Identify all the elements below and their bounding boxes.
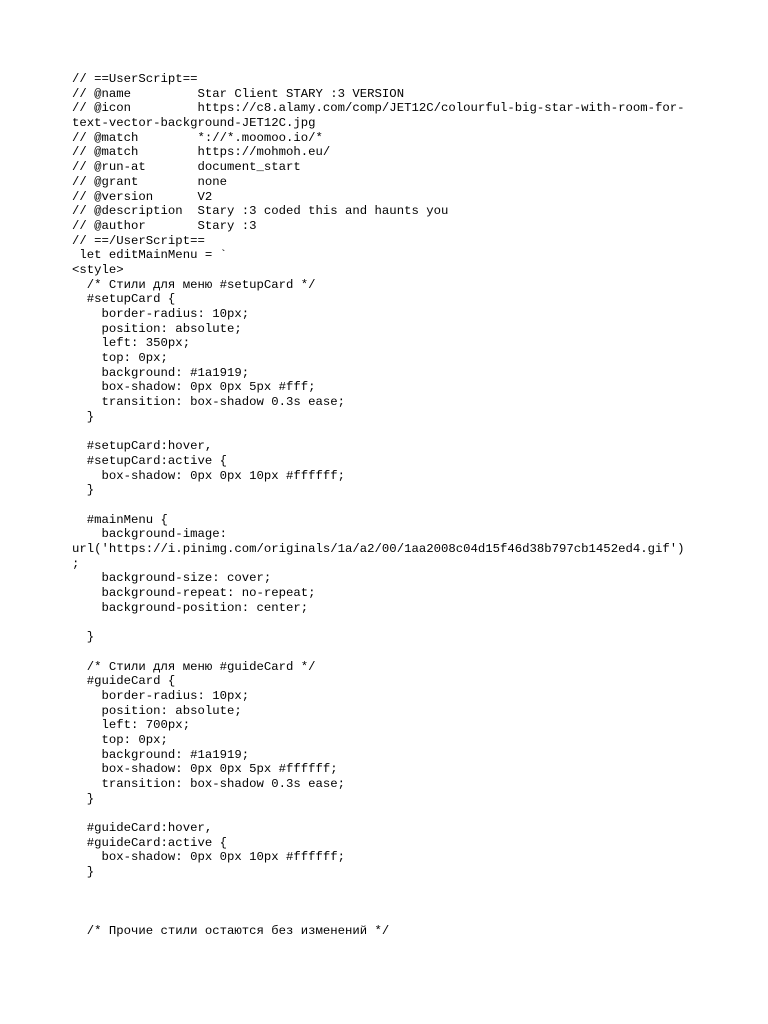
code-line: [72, 615, 712, 630]
code-line: #setupCard {: [72, 292, 176, 307]
code-line: #guideCard:active {: [72, 835, 227, 850]
code-line: }: [72, 865, 95, 880]
code-line: [72, 498, 712, 513]
code-line: // @run-at document_start: [72, 160, 301, 175]
code-line: ;: [72, 556, 80, 571]
code-line: #setupCard:hover,: [72, 439, 213, 454]
code-line: }: [72, 483, 95, 498]
code-line: [72, 895, 712, 910]
code-line: box-shadow: 0px 0px 5px #fff;: [72, 380, 316, 395]
code-line: background-position: center;: [72, 600, 309, 615]
code-line: <style>: [72, 262, 124, 277]
code-line: top: 0px;: [72, 732, 168, 747]
code-line: [72, 645, 712, 660]
code-line: [72, 425, 712, 440]
code-line: position: absolute;: [72, 703, 242, 718]
code-line: // @name Star Client STARY :3 VERSION: [72, 86, 405, 101]
code-line: border-radius: 10px;: [72, 688, 250, 703]
code-line: #mainMenu {: [72, 512, 168, 527]
code-line: left: 700px;: [72, 718, 191, 733]
code-line: url('https://i.pinimg.com/originals/1a/a2/00/1aa2008c04d15f46d38b797cb1452ed4.gif'): [72, 542, 685, 556]
code-line: position: absolute;: [72, 321, 242, 336]
code-line: /* Стили для меню #guideCard */: [72, 659, 316, 674]
code-line: // @author Stary :3: [72, 218, 257, 233]
code-line: background-size: cover;: [72, 571, 272, 586]
code-line: }: [72, 791, 95, 806]
code-line: }: [72, 409, 95, 424]
code-line: box-shadow: 0px 0px 5px #ffffff;: [72, 762, 338, 777]
code-line: /* Прочие стили остаются без изменений */: [72, 923, 390, 938]
code-line: // @icon https://c8.alamy.com/comp/JET12C/colourful-big-star-with-room-for-: [72, 101, 685, 116]
code-line: background-repeat: no-repeat;: [72, 586, 316, 601]
code-line: // @version V2: [72, 189, 213, 204]
code-line: transition: box-shadow 0.3s ease;: [72, 777, 346, 791]
code-line: border-radius: 10px;: [72, 307, 250, 321]
code-line: box-shadow: 0px 0px 10px #ffffff;: [72, 468, 346, 483]
code-line: transition: box-shadow 0.3s ease;: [72, 395, 346, 410]
code-line: background: #1a1919;: [72, 747, 250, 762]
code-line: // @match *://*.moomoo.io/*: [72, 130, 323, 145]
code-line: [72, 909, 712, 924]
code-line: #setupCard:active {: [72, 453, 227, 468]
code-line: #guideCard {: [72, 674, 176, 689]
code-line: // @grant none: [72, 174, 227, 189]
code-line: background: #1a1919;: [72, 365, 250, 380]
code-line: // ==/UserScript==: [72, 233, 205, 248]
code-line: top: 0px;: [72, 351, 168, 366]
code-line: /* Стили для меню #setupCard */: [72, 277, 316, 292]
code-line: background-image:: [72, 527, 227, 542]
code-line: }: [72, 630, 95, 645]
code-line: box-shadow: 0px 0px 10px #ffffff;: [72, 850, 346, 865]
code-line: // @description Stary :3 coded this and haunts you: [72, 204, 449, 219]
code-line: [72, 806, 712, 821]
code-block: [72, 72, 712, 939]
code-line: text-vector-background-JET12C.jpg: [72, 116, 316, 131]
code-line: #guideCard:hover,: [72, 821, 213, 836]
code-line: [72, 880, 712, 895]
code-line: // ==UserScript==: [72, 72, 198, 86]
code-line: // @match https://mohmoh.eu/: [72, 145, 331, 160]
code-line: let editMainMenu = `: [72, 248, 227, 263]
code-line: left: 350px;: [72, 336, 191, 351]
